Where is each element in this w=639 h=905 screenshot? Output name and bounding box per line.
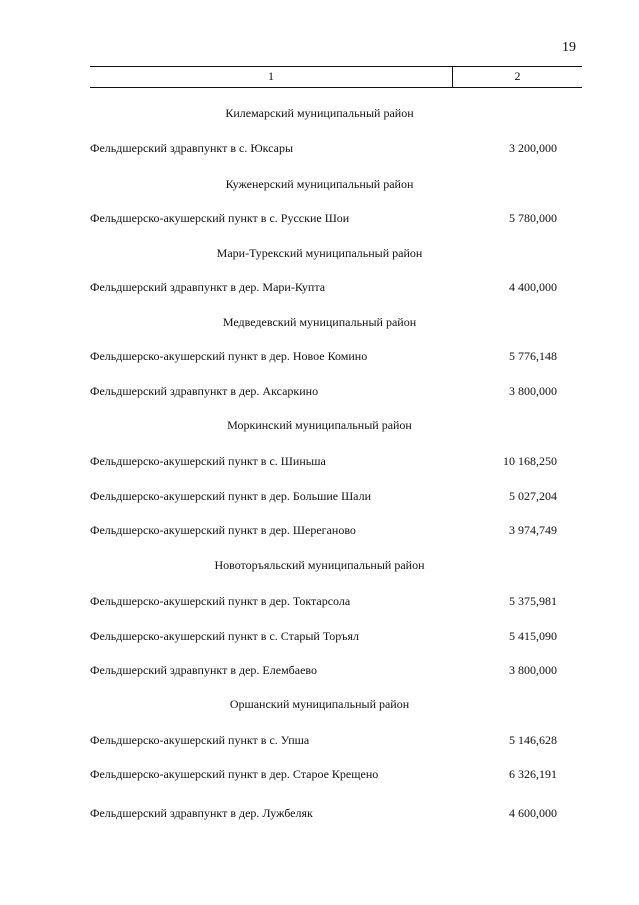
district-heading-text: Килемарский муниципальный район <box>225 106 414 120</box>
facility-name: Фельдшерско-акушерский пункт в дер. Новое Комино <box>90 349 368 363</box>
district-heading <box>0 697 639 712</box>
facility-name: Фельдшерско-акушерский пункт в дер. Большие Шали <box>90 489 372 503</box>
page-number: 19 <box>562 40 576 55</box>
district-heading <box>0 246 639 261</box>
facility-name: Фельдшерско-акушерский пункт в дер. Шереганово <box>90 523 356 537</box>
funding-amount: 3 200,000 <box>509 141 557 155</box>
funding-amount: 10 168,250 <box>503 454 557 468</box>
funding-amount: 5 027,204 <box>509 489 557 503</box>
district-heading-text: Моркинский муниципальный район <box>227 418 412 432</box>
funding-amount: 3 800,000 <box>509 384 557 398</box>
funding-amount: 3 974,749 <box>509 523 557 537</box>
column-2-header: 2 <box>514 69 521 83</box>
district-heading-text: Куженерский муниципальный район <box>225 177 414 191</box>
facility-name: Фельдшерский здравпункт в дер. Мари-Купта <box>90 280 326 294</box>
facility-name: Фельдшерский здравпункт в дер. Аксаркино <box>90 384 319 398</box>
district-heading-text: Оршанский муниципальный район <box>229 697 410 711</box>
column-1-header: 1 <box>90 67 453 87</box>
facility-name: Фельдшерско-акушерский пункт в с. Старый Торъял <box>90 629 359 643</box>
funding-amount: 5 776,148 <box>509 349 557 363</box>
district-heading-text: Мари-Турекский муниципальный район <box>216 246 423 260</box>
funding-amount: 3 800,000 <box>509 663 557 677</box>
facility-name: Фельдшерско-акушерский пункт в дер. Старое Крещено <box>90 767 379 781</box>
facility-name: Фельдшерско-акушерский пункт в с. Русские Шои <box>90 211 350 225</box>
district-heading <box>0 558 639 573</box>
funding-amount: 6 326,191 <box>509 767 557 781</box>
facility-name: Фельдшерско-акушерский пункт в дер. Токтарсола <box>90 594 351 608</box>
district-heading-text: Новоторъяльский муниципальный район <box>214 558 425 572</box>
funding-amount: 5 780,000 <box>509 211 557 225</box>
facility-name: Фельдшерско-акушерский пункт в с. Шиньша <box>90 454 326 468</box>
funding-amount: 5 146,628 <box>509 733 557 747</box>
facility-name: Фельдшерско-акушерский пункт в с. Упша <box>90 733 310 747</box>
district-heading <box>0 106 639 121</box>
table-header <box>90 66 582 88</box>
funding-amount: 4 400,000 <box>509 280 557 294</box>
district-heading <box>0 418 639 433</box>
funding-amount: 4 600,000 <box>509 806 557 820</box>
district-heading <box>0 315 639 330</box>
facility-name: Фельдшерский здравпункт в дер. Лужбеляк <box>90 806 313 820</box>
funding-amount: 5 375,981 <box>509 594 557 608</box>
facility-name: Фельдшерский здравпункт в дер. Елембаево <box>90 663 317 677</box>
facility-name: Фельдшерский здравпункт в с. Юксары <box>90 141 294 155</box>
funding-amount: 5 415,090 <box>509 629 557 643</box>
district-heading <box>0 177 639 192</box>
district-heading-text: Медведевский муниципальный район <box>222 315 417 329</box>
